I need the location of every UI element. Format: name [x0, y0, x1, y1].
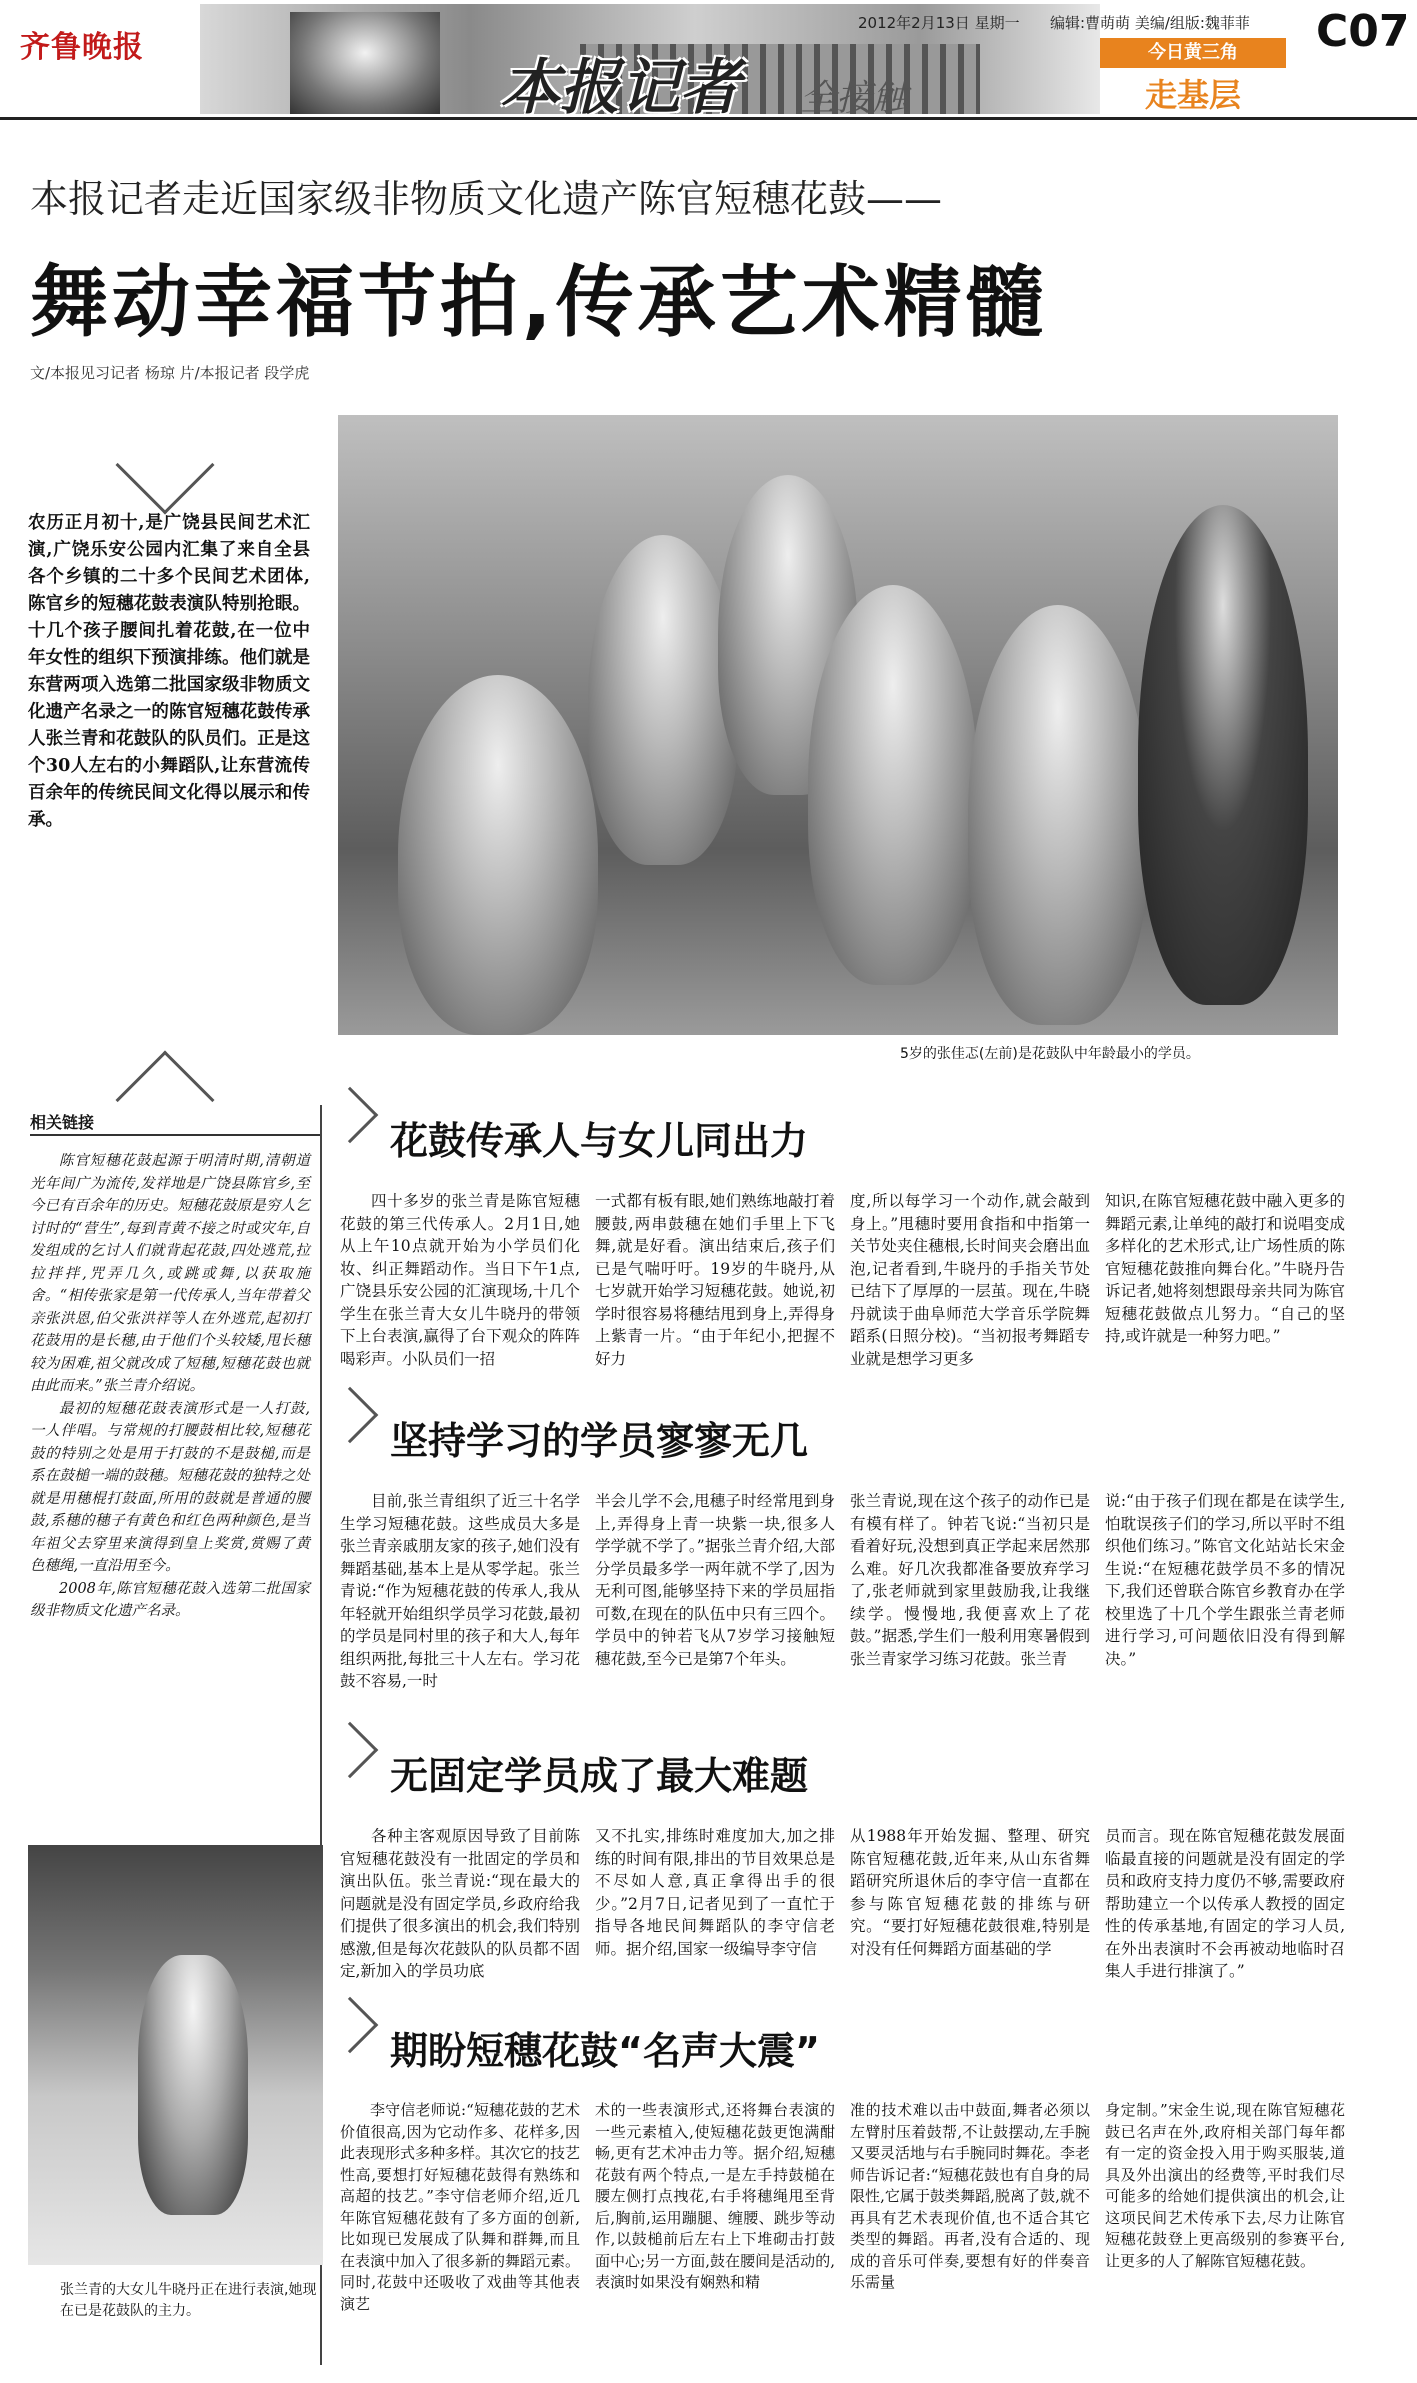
divider	[30, 1134, 320, 1136]
article-byline: 文/本报见习记者 杨琼 片/本报记者 段学虎	[30, 364, 310, 382]
related-paragraph: 陈官短穗花鼓起源于明清时期,清朝道光年间广为流传,发祥地是广饶县陈官乡,至今已有百余年的历史。短穗花鼓原是穷人乞讨时的“营生”,每到青黄不接之时或灾年,自发组成的乞讨人们就背起花鼓,四处逃荒,拉拉拌拌,咒弄几久,或跳或舞,以获取施舍。“相传张家是第一代传承人,当年带着父亲张洪恩,伯父张洪祥等人在外逃荒,起初打花鼓用的是长穗,由于他们个头较矮,甩长穗较为困难,祖父就改成了短穗,短穗花鼓也就由此而来。”张兰青介绍说。	[30, 1153, 310, 1394]
editors-credit: 编辑:曹萌萌 美编/组版:魏菲菲	[1050, 14, 1250, 32]
side-photo-dancer	[28, 1845, 323, 2265]
article-lead: 农历正月初十,是广饶县民间艺术汇演,广饶乐安公园内汇集了来自全县各个乡镇的二十多个民间艺术团体,陈官乡的短穗花鼓表演队特别抢眼。十几个孩子腰间扎着花鼓,在一位中年女性的组织下预演排练。他们就是东营两项入选第二批国家级非物质文化遗产名录之一的陈官短穗花鼓传承人张兰青和花鼓队的队员们。正是这个30人左右的小舞蹈队,让东营流传百余年的传统民间文化得以展示和传承。	[28, 513, 310, 830]
section-body-column: 度,所以每学习一个动作,就会敲到身上。”甩穗时要用食指和中指第一关节处夹住穗根,长时间夹会磨出血泡,记者看到,牛晓丹的手指关节处已结下了厚厚的一层茧。现在,牛晓丹就读于曲阜师范大学音乐学院舞蹈系(日照分校)。“当初报考舞蹈专业就是想学习更多	[850, 1192, 1090, 1368]
section-body-column: 半会儿学不会,甩穗子时经常甩到身上,弄得身上青一块紫一块,很多人学学就不学了。”据张兰青介绍,大部分学员最多学一两年就不学了,因为无利可图,能够坚持下来的学员屈指可数,在现在的队伍中只有三四个。学员中的钟若飞从7岁学习接触短穗花鼓,至今已是第7个年头。	[595, 1492, 835, 1668]
column-banner-subtitle: 全接触	[800, 78, 909, 119]
issue-date: 2012年2月13日 星期一	[858, 14, 1020, 32]
section-title: 花鼓传承人与女儿同出力	[390, 1119, 809, 1163]
section-body-column: 从1988年开始发掘、整理、研究陈官短穗花鼓,近年来,从山东省舞蹈研究所退休后的李守信一直都在参与陈官短穗花鼓的排练与研究。“要打好短穗花鼓很难,特别是对没有任何舞蹈方面基础的学	[850, 1827, 1090, 1958]
section-body-column: 各种主客观原因导致了目前陈官短穗花鼓没有一批固定的学员和演出队伍。张兰青说:“现在最大的问题就是没有固定学员,乡政府给我们提供了很多演出的机会,我们特别感激,但是每次花鼓队的队员都不固定,新加入的学员功底	[340, 1827, 580, 1980]
related-links-text	[30, 1150, 310, 1623]
section-arrow-icon	[322, 1997, 379, 2054]
section-arrow-icon	[322, 1387, 379, 1444]
page-number: C07	[1316, 6, 1410, 57]
section-body-column: 准的技术难以击中鼓面,舞者必须以左臂肘压着鼓帮,不让鼓摆动,左手腕又要灵活地与右手腕同时舞花。李老师告诉记者:“短穗花鼓也有自身的局限性,它属于鼓类舞蹈,脱离了鼓,就不再具有艺术表现价值,也不适合其它类型的舞蹈。再者,没有合适的、现成的音乐可伴奏,要想有好的伴奏音乐需量	[850, 2101, 1091, 2291]
main-photo-children-drummers	[338, 415, 1338, 1035]
article-kicker: 本报记者走近国家级非物质文化遗产陈官短穗花鼓——	[30, 177, 943, 221]
side-photo-caption: 张兰青的大女儿牛晓丹正在进行表演,她现在已是花鼓队的主力。	[60, 2282, 317, 2319]
column-banner-title: 本报记者	[500, 53, 740, 123]
section-title: 坚持学习的学员寥寥无几	[390, 1419, 809, 1463]
section-body-column: 四十多岁的张兰青是陈官短穗花鼓的第三代传承人。2月1日,她从上午10点就开始为小学员们化妆、纠正舞蹈动作。当日下午1点,广饶县乐安公园的汇演现场,十几个学生在张兰青大女儿牛晓丹的带领下上台表演,赢得了台下观众的阵阵喝彩声。小队员们一招	[340, 1192, 580, 1368]
newspaper-logo: 齐鲁晚报	[20, 30, 144, 65]
related-links-heading: 相关链接	[30, 1113, 95, 1132]
related-paragraph: 最初的短穗花鼓表演形式是一人打鼓,一人伴唱。与常规的打腰鼓相比较,短穗花鼓的特别之处是用于打鼓的不是鼓槌,而是系在鼓槌一端的鼓穗。短穗花鼓的独特之处就是用穗棍打鼓面,所用的鼓就是普通的腰鼓,系穗的穗子有黄色和红色两种颜色,是当年祖父去穿里来演得到皇上奖赏,赏赐了黄色穗绳,一直沿用至今。	[30, 1400, 310, 1574]
section-name: 走基层	[1144, 76, 1241, 114]
article-headline: 舞动幸福节拍,传承艺术精髓	[30, 258, 1048, 348]
section-body-column: 李守信老师说:“短穗花鼓的艺术价值很高,因为它动作多、花样多,因此表现形式多种多样。其次它的技艺性高,要想打好短穗花鼓得有熟练和高超的技艺。”李守信老师介绍,近几年陈官短穗花鼓有了多方面的创新,比如现已发展成了队舞和群舞,而且在表演中加入了很多新的舞蹈元素。同时,花鼓中还吸收了戏曲等其他表演艺	[340, 2101, 581, 2313]
section-body-column: 知识,在陈官短穗花鼓中融入更多的舞蹈元素,让单纯的敲打和说唱变成多样化的艺术形式,让广场性质的陈官短穗花鼓推向舞台化。”牛晓丹告诉记者,她将刻想跟母亲共同为陈官短穗花鼓做点儿努力。“自己的坚持,或许就是一种努力吧。”	[1105, 1192, 1345, 1345]
section-body-column: 目前,张兰青组织了近三十名学生学习短穗花鼓。这些成员大多是张兰青亲戚朋友家的孩子,她们没有舞蹈基础,基本上是从零学起。张兰青说:“作为短穗花鼓的传承人,我从年轻就开始组织学员学习花鼓,最初的学员是同村里的孩子和大人,每年组织两批,每批三十人左右。学习花鼓不容易,一时	[340, 1492, 580, 1690]
section-arrow-icon	[322, 1722, 379, 1779]
related-paragraph: 2008年,陈官短穗花鼓入选第二批国家级非物质文化遗产名录。	[30, 1580, 310, 1619]
section-body-column: 员而言。现在陈官短穗花鼓发展面临最直接的问题就是没有固定的学员和政府支持力度仍不够,需要政府帮助建立一个以传承人教授的固定性的传承基地,有固定的学习人员,在外出表演时不会再被动地临时召集人手进行排演了。”	[1105, 1827, 1345, 1980]
section-title: 无固定学员成了最大难题	[390, 1754, 809, 1798]
section-arrow-icon	[322, 1087, 379, 1144]
photographer-figure	[290, 12, 440, 114]
section-body-column: 又不扎实,排练时难度加大,加之排练的时间有限,排出的节目效果总是不尽如人意,真正拿得出手的很少。”2月7日,记者见到了一直忙于指导各地民间舞蹈队的李守信老师。据介绍,国家一级编导李守信	[595, 1827, 835, 1958]
section-body-column: 说:“由于孩子们现在都是在读学生,怕耽误孩子们的学习,所以平时不组织他们练习。”陈官文化站站长宋金生说:“在短穗花鼓学员不多的情况下,我们还曾联合陈官乡教育办在学校里选了十几个学生跟张兰青老师进行学习,可问题依旧没有得到解决。”	[1105, 1492, 1345, 1668]
main-photo-caption: 5岁的张佳忑(左前)是花鼓队中年龄最小的学员。	[900, 1046, 1200, 1062]
section-title: 期盼短穗花鼓“名声大震”	[390, 2029, 820, 2073]
section-body-column: 身定制。”宋金生说,现在陈官短穗花鼓已名声在外,政府相关部门每年都有一定的资金投入用于购买服装,道具及外出演出的经费等,平时我们尽可能多的给她们提供演出的机会,让这项民间艺术传承下去,尽力让陈官短穗花鼓登上更高级别的参赛平台,让更多的人了解陈官短穗花鼓。	[1105, 2101, 1345, 2270]
section-body-column: 张兰青说,现在这个孩子的动作已是有模有样了。钟若飞说:“当初只是看着好玩,没想到真正学起来居然那么难。好几次我都准备要放弃学习了,张老师就到家里鼓励我,让我继续学。慢慢地,我便喜欢上了花鼓。”据悉,学生们一般利用寒暑假到张兰青家学习练习花鼓。张兰青	[850, 1492, 1090, 1668]
masthead	[0, 0, 1417, 123]
section-body-column: 一式都有板有眼,她们熟练地敲打着腰鼓,两串鼓穗在她们手里上下飞舞,就是好看。演出结束后,孩子们已是气喘吁吁。19岁的牛晓丹,从七岁就开始学习短穗花鼓。她说,初学时很容易将穗结甩到身上,弄得身上紫青一片。“由于年纪小,把握不好力	[595, 1192, 835, 1368]
section-body-column: 术的一些表演形式,还将舞台表演的一些元素植入,使短穗花鼓更饱满酣畅,更有艺术冲击力等。据介绍,短穗花鼓有两个特点,一是左手持鼓槌在腰左侧打点拽花,右手将穗绳甩至背后,胸前,运用蹦腿、缠腰、跳步等动作,以鼓槌前后左右上下堆砌击打鼓面中心;另一方面,鼓在腰间是活动的,表演时如果没有娴熟和精	[595, 2101, 835, 2291]
chevron-down-icon	[116, 416, 215, 515]
section-tag: 今日黄三角	[1100, 38, 1286, 68]
